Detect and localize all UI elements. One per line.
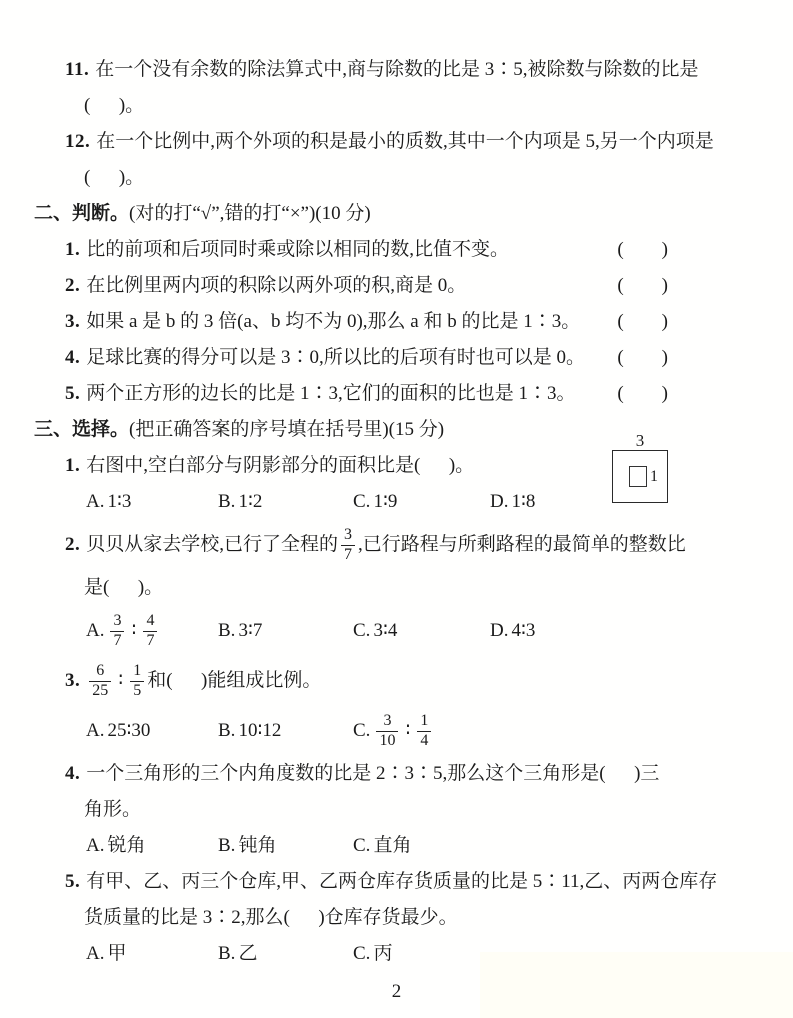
figure-inner-side-label: 1	[650, 468, 658, 485]
fraction	[130, 663, 144, 700]
question-text: 在一个没有余数的除法算式中,商与除数的比是 3∶5,被除数与除数的比是	[95, 59, 699, 80]
question-11	[0, 52, 793, 124]
figure-outer-side-label: 3	[635, 431, 645, 450]
choice-question-2	[0, 520, 793, 656]
option-c: C. 3∶4	[353, 620, 398, 641]
option-b: B. 钝角	[218, 835, 277, 856]
section-title: 三、选择。	[34, 419, 130, 440]
options-row	[86, 706, 793, 756]
fraction	[376, 713, 398, 750]
question-continuation: 角形。	[84, 799, 142, 820]
judge-item	[0, 268, 793, 304]
judge-item	[0, 340, 793, 376]
fraction-denominator: 5	[133, 681, 142, 699]
fill-in-section	[0, 52, 793, 196]
question-text: 在比例里两内项的积除以两外项的积,商是 0。	[86, 275, 467, 296]
fraction-numerator: 3	[341, 527, 355, 546]
question-text: 在一个比例中,两个外项的积是最小的质数,其中一个内项是 5,另一个内项是	[96, 131, 714, 152]
ratio-colon: ∶	[131, 620, 137, 641]
fraction-numerator: 1	[130, 663, 144, 682]
question-number: 4.	[65, 347, 81, 368]
answer-parentheses: ( )	[617, 383, 668, 404]
question-number: 11.	[65, 59, 90, 80]
fraction-numerator: 3	[376, 713, 398, 732]
question-continuation: 货质量的比是 3∶2,那么( )仓库存货最少。	[84, 907, 458, 928]
option-c: C. 1∶9	[353, 491, 398, 512]
option-b: B. 乙	[218, 943, 258, 964]
fraction-numerator: 1	[417, 713, 431, 732]
options-row	[86, 484, 793, 520]
options-row	[86, 606, 793, 656]
fraction	[417, 713, 431, 750]
answer-blank: ( )。	[84, 95, 145, 116]
question-text: 两个正方形的边长的比是 1∶3,它们的面积的比也是 1∶3。	[86, 383, 576, 404]
option-c: C. 直角	[353, 835, 412, 856]
question-number: 1.	[65, 455, 81, 476]
question-number: 2.	[65, 534, 81, 555]
choice-question-1	[0, 431, 793, 520]
question-12	[0, 124, 793, 196]
question-number: 2.	[65, 275, 81, 296]
option-b: B. 10∶12	[218, 720, 282, 741]
question-number: 3.	[65, 670, 81, 691]
section-subtitle: (对的打“√”,错的打“×”)(10 分)	[129, 203, 371, 224]
question-text: 有甲、乙、丙三个仓库,甲、乙两仓库存货质量的比是 5∶11,乙、丙两仓库存	[86, 871, 718, 892]
ratio-colon: ∶	[118, 670, 124, 691]
question-text: 右图中,空白部分与阴影部分的面积比是( )。	[86, 455, 475, 476]
fraction	[341, 527, 355, 564]
fraction-numerator: 4	[143, 613, 157, 632]
fraction-numerator: 6	[89, 663, 111, 682]
option-a: A. 锐角	[86, 835, 146, 856]
section-header	[34, 196, 793, 232]
question-text: 贝贝从家去学校,已行了全程的	[86, 534, 339, 555]
fraction-denominator: 7	[344, 545, 353, 563]
choice-question-3	[0, 656, 793, 756]
fraction-denominator: 7	[113, 631, 122, 649]
scan-artifact	[480, 952, 793, 1018]
option-a: A. 25∶30	[86, 720, 151, 741]
option-a: A. 甲	[86, 943, 127, 964]
question-text: 一个三角形的三个内角度数的比是 2∶3∶5,那么这个三角形是( )三	[86, 763, 660, 784]
choice-question-4	[0, 756, 793, 864]
square-area-figure	[612, 432, 668, 503]
question-number: 3.	[65, 311, 81, 332]
fraction-denominator: 10	[379, 731, 396, 749]
options-row	[86, 828, 793, 864]
judge-item	[0, 376, 793, 412]
option-b: B. 1∶2	[218, 491, 263, 512]
answer-parentheses: ( )	[617, 239, 668, 260]
question-text: 如果 a 是 b 的 3 倍(a、b 均不为 0),那么 a 和 b 的比是 1∶3。	[86, 311, 581, 332]
question-continuation: 是( )。	[84, 577, 164, 598]
question-text: 比的前项和后项同时乘或除以相同的数,比值不变。	[86, 239, 510, 260]
question-number: 12.	[65, 131, 91, 152]
page-number: 2	[391, 981, 402, 1002]
inner-square	[629, 466, 647, 487]
option-a: A. $\frac{3}{7}$ ∶ $\frac{4}{7}$	[86, 606, 218, 656]
judge-item	[0, 232, 793, 268]
question-text: 足球比赛的得分可以是 3∶0,所以比的后项有时也可以是 0。	[86, 347, 586, 368]
answer-parentheses: ( )	[617, 275, 668, 296]
judge-section	[0, 196, 793, 412]
section-header	[34, 412, 793, 448]
choice-section	[0, 412, 793, 972]
fraction-denominator: 25	[92, 681, 109, 699]
section-title: 二、判断。	[34, 203, 130, 224]
question-line	[65, 124, 793, 160]
judge-item	[0, 304, 793, 340]
question-number: 5.	[65, 383, 81, 404]
ratio-colon: ∶	[405, 720, 411, 741]
option-d: D. 4∶3	[490, 620, 536, 641]
question-text: ,已行路程与所剩路程的最简单的整数比	[358, 534, 686, 555]
fraction-denominator: 4	[420, 731, 429, 749]
question-number: 4.	[65, 763, 81, 784]
option-b: B. 3∶7	[218, 620, 263, 641]
answer-blank: ( )。	[84, 167, 145, 188]
outer-square	[612, 450, 668, 503]
fraction	[143, 613, 157, 650]
option-d: D. 1∶8	[490, 491, 536, 512]
option-a: A. 1∶3	[86, 491, 132, 512]
fraction-denominator: 7	[146, 631, 155, 649]
option-c: C. 丙	[353, 943, 393, 964]
question-line	[65, 52, 793, 88]
fraction-numerator: 3	[110, 613, 124, 632]
section-subtitle: (把正确答案的序号填在括号里)(15 分)	[129, 419, 445, 440]
answer-parentheses: ( )	[617, 311, 668, 332]
fraction	[89, 663, 111, 700]
question-text: 和( )能组成比例。	[147, 670, 322, 691]
question-number: 5.	[65, 871, 81, 892]
fraction	[110, 613, 124, 650]
option-c: C. $\frac{3}{10}$ ∶ $\frac{1}{4}$	[353, 706, 434, 756]
question-number: 1.	[65, 239, 81, 260]
answer-parentheses: ( )	[617, 347, 668, 368]
